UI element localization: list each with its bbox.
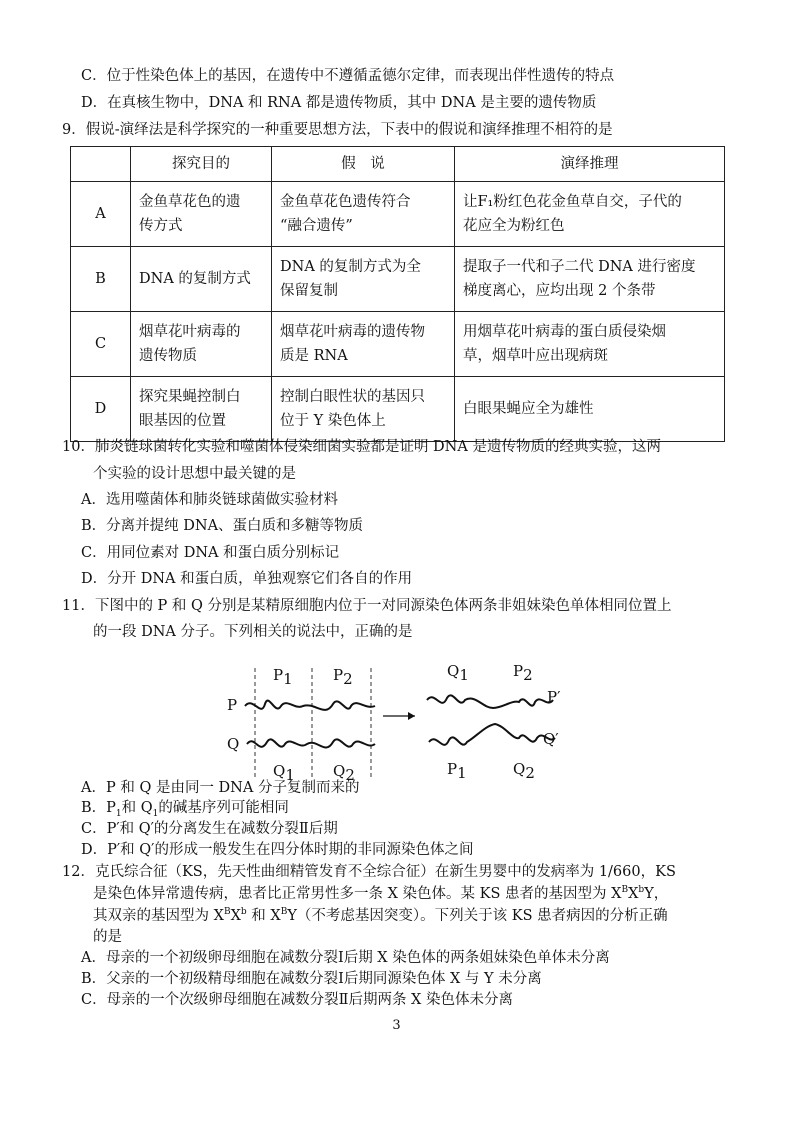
q12-stem-line1: 12．克氏综合征（KS，先天性曲细精管发育不全综合征）在新生男婴中的发病率为 1/660，KS (62, 864, 676, 880)
q9-cell-hypothesis: DNA 的复制方式为全 保留复制 (272, 247, 455, 312)
q9-header-purpose: 探究目的 (131, 147, 272, 182)
q9-cell-deduction: 用烟草花叶病毒的蛋白质侵染烟 草，烟草叶应出现病斑 (455, 312, 725, 377)
q9-cell-hypothesis: 金鱼草花色遗传符合 “融合遗传” (272, 182, 455, 247)
q9-stem: 9．假说-演绎法是科学探究的一种重要思想方法，下表中的假说和演绎推理不相符的是 (62, 122, 613, 138)
q9-cell-hypothesis: 烟草花叶病毒的遗传物 质是 RNA (272, 312, 455, 377)
q9-cell-purpose: 金鱼草花色的遗 传方式 (131, 182, 272, 247)
q10-stem-line2: 个实验的设计思想中最关键的是 (93, 466, 296, 482)
q9-header-empty (71, 147, 131, 182)
q12-stem-line4: 的是 (93, 929, 122, 945)
q9-cell-deduction: 白眼果蝇应全为雄性 (455, 377, 725, 442)
crossing-over-diagram (225, 658, 570, 783)
q9-cell-hypothesis: 控制白眼性状的基因只 位于 Y 染色体上 (272, 377, 455, 442)
q9-row-label: B (71, 247, 131, 312)
q9-header-hypothesis: 假 说 (272, 147, 455, 182)
q11-option-b: B．$P_1$和 $Q_1$的碱基序列可能相同 (81, 800, 289, 819)
dna-strand-q (247, 739, 375, 747)
q12-stem-line3: 其双亲的基因型为 $X^BX^b$ 和 $X^BY$（不考虑基因突变）。下列关于该 KS 患者病因的分析正确 (93, 907, 668, 924)
q12-option-a: A．母亲的一个初级卵母细胞在减数分裂Ⅰ后期 X 染色体的两条姐妹染色单体未分离 (81, 950, 610, 966)
dna-strand-p-prime (427, 695, 553, 708)
q9-cell-purpose: 烟草花叶病毒的 遗传物质 (131, 312, 272, 377)
q8-option-c: C．位于性染色体上的基因，在遗传中不遵循孟德尔定律，而表现出伴性遗传的特点 (81, 68, 615, 84)
q9-row-label: A (71, 182, 131, 247)
q9-cell-purpose: 探究果蝇控制白 眼基因的位置 (131, 377, 272, 442)
q9-row-c (71, 312, 725, 377)
label-q: Q (227, 735, 240, 753)
q9-header-deduction: 演绎推理 (455, 147, 725, 182)
q11-option-c: C．P′和 Q′的分离发生在减数分裂Ⅱ后期 (81, 821, 338, 837)
q12-option-c: C．母亲的一个次级卵母细胞在减数分裂Ⅱ后期两条 X 染色体未分离 (81, 992, 513, 1008)
q9-row-label: C (71, 312, 131, 377)
q10-option-a: A．选用噬菌体和肺炎链球菌做实验材料 (81, 492, 338, 508)
label-p-prime: P′ (547, 688, 561, 706)
label-q-prime: Q′ (543, 730, 559, 748)
label-p: P (227, 696, 238, 714)
q11-stem-line2: 的一段 DNA 分子。下列相关的说法中，正确的是 (93, 624, 413, 640)
q9-table (70, 146, 725, 442)
q8-option-d: D．在真核生物中，DNA 和 RNA 都是遗传物质，其中 DNA 是主要的遗传物质 (81, 95, 597, 111)
q10-option-b: B．分离并提纯 DNA、蛋白质和多糖等物质 (81, 518, 364, 534)
q9-cell-purpose: DNA 的复制方式 (131, 247, 272, 312)
q9-row-b (71, 247, 725, 312)
label-q1: Q1 (273, 762, 295, 783)
label-q2: Q2 (333, 762, 355, 783)
arrow-head-icon (408, 712, 415, 720)
label-p2: P2 (333, 666, 353, 688)
q12-option-b: B．父亲的一个初级精母细胞在减数分裂Ⅰ后期同源染色体 X 与 Y 未分离 (81, 971, 542, 987)
label-q1-after: Q1 (447, 662, 469, 684)
q10-option-d: D．分开 DNA 和蛋白质，单独观察它们各自的作用 (81, 571, 413, 587)
dna-strand-p (245, 701, 375, 710)
label-p2-after: P2 (513, 662, 533, 684)
page-number: 3 (392, 1018, 401, 1033)
q9-header-row (71, 147, 725, 182)
q9-cell-deduction: 提取子一代和子二代 DNA 进行密度 梯度离心，应均出现 2 个条带 (455, 247, 725, 312)
q10-option-c: C．用同位素对 DNA 和蛋白质分别标记 (81, 545, 340, 561)
q11-option-a: A．P 和 Q 是由同一 DNA 分子复制而来的 (81, 780, 360, 796)
q12-stem-line2: 是染色体异常遗传病，患者比正常男性多一条 X 染色体。某 KS 患者的基因型为 $X^BX^bY$， (93, 885, 669, 902)
dna-strand-q-prime (429, 724, 555, 745)
q11-stem-line1: 11．下图中的 P 和 Q 分别是某精原细胞内位于一对同源染色体两条非姐妹染色单体相同位置上 (62, 598, 672, 614)
label-q2-after: Q2 (513, 760, 535, 782)
q9-row-d (71, 377, 725, 442)
q9-row-a (71, 182, 725, 247)
label-p1-after: P1 (447, 760, 467, 782)
q9-row-label: D (71, 377, 131, 442)
label-p1: P1 (273, 666, 293, 688)
q11-option-d: D．P′和 Q′的形成一般发生在四分体时期的非同源染色体之间 (81, 842, 474, 858)
q10-stem-line1: 10．肺炎链球菌转化实验和噬菌体侵染细菌实验都是证明 DNA 是遗传物质的经典实验，这两 (62, 439, 661, 455)
q9-cell-deduction: 让F₁粉红色花金鱼草自交，子代的 花应全为粉红色 (455, 182, 725, 247)
